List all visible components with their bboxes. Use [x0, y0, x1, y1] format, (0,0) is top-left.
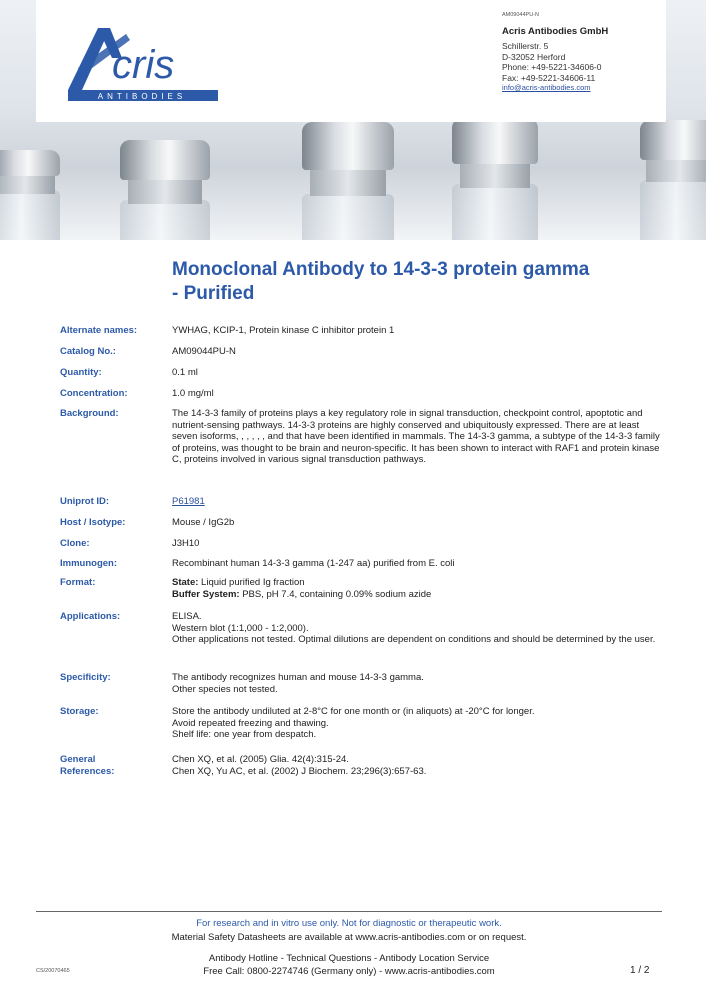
storage-line: Shelf life: one year from despatch.: [172, 729, 317, 741]
research-notice: For research and in vitro use only. Not for diagnostic or therapeutic work.: [196, 918, 502, 929]
field-label: Format:: [60, 577, 96, 588]
uniprot-link[interactable]: P61981: [172, 496, 205, 507]
field-label: Host / Isotype:: [60, 517, 126, 528]
field-label: General: [60, 754, 96, 765]
specificity-line: Other species not tested.: [172, 683, 278, 695]
msds-notice: Material Safety Datasheets are available at www.acris-antibodies.com or on request.: [171, 932, 527, 943]
application-line: Western blot (1:1,000 - 1:2,000).: [172, 622, 309, 634]
address-line: D-32052 Herford: [502, 51, 566, 62]
fax-line: Fax: +49-5221-34606-11: [502, 72, 596, 83]
acris-logo: [60, 20, 220, 105]
field-label: Immunogen:: [60, 558, 117, 569]
company-name: Acris Antibodies GmbH: [502, 25, 609, 37]
freecall-text: Free Call: 0800-2274746 (Germany only) - www.acris-antibodies.com: [203, 966, 495, 977]
reference-line: Chen XQ, Yu AC, et al. (2002) J Biochem. 23;296(3):657-63.: [172, 765, 427, 777]
doc-code-top: AM09044PU-N: [502, 12, 539, 18]
hotline-text: Antibody Hotline - Technical Questions - Antibody Location Service: [208, 953, 490, 964]
svg-text:cris: cris: [112, 43, 175, 87]
doc-code-footer: CS/20070465: [36, 968, 70, 974]
field-label: Alternate names:: [60, 325, 138, 336]
field-label: Concentration:: [60, 388, 128, 399]
state-label: State:: [172, 577, 199, 588]
field-value: The 14-3-3 family of proteins plays a key regulatory role in signal transduction, checkpoint control, apoptotic and nutrient-sensing pathways. 14-3-3 proteins are highly conserved and ubiquitously expressed. There are at least seven isoforms, , , , , , and that have been identified in mammals. The 14-3-3 gamma, a subtype of the 14-3-3 family of proteins, was thought to be brain and neuron-specific. It has been shown to interact with RAF1 and protein kinase C, proteins involved in various signal transduction pathways.: [172, 408, 660, 466]
field-value: AM09044PU-N: [172, 346, 236, 357]
field-value: J3H10: [172, 538, 200, 549]
page-number: 1 / 2: [630, 965, 650, 976]
field-label: Background:: [60, 408, 119, 419]
storage-line: Avoid repeated freezing and thawing.: [172, 717, 329, 729]
company-info: [502, 10, 682, 94]
field-value: 0.1 ml: [172, 367, 198, 378]
field-label: Applications:: [60, 611, 121, 622]
application-line: ELISA.: [172, 611, 202, 622]
field-value: YWHAG, KCIP-1, Protein kinase C inhibitor protein 1: [172, 325, 395, 336]
svg-text:ANTIBODIES: ANTIBODIES: [97, 92, 187, 101]
field-label: Catalog No.:: [60, 346, 116, 357]
field-value: Recombinant human 14-3-3 gamma (1-247 aa) purified from E. coli: [172, 558, 455, 569]
footer-divider: [36, 911, 662, 912]
page-title: Monoclonal Antibody to 14-3-3 protein gamma - Purified: [172, 259, 590, 304]
buffer-label: Buffer System:: [172, 588, 240, 600]
address-line: Schillerstr. 5: [502, 41, 549, 51]
state-value: Liquid purified Ig fraction: [201, 577, 305, 588]
field-value: 1.0 mg/ml: [172, 388, 214, 399]
buffer-value: PBS, pH 7.4, containing 0.09% sodium azide: [242, 588, 432, 600]
field-label: Specificity:: [60, 672, 111, 683]
phone-line: Phone: +49-5221-34606-0: [502, 62, 602, 72]
storage-line: Store the antibody undiluted at 2-8°C for one month or (in aliquots) at -20°C for longer.: [172, 706, 535, 717]
field-label: Uniprot ID:: [60, 496, 110, 507]
reference-line: Chen XQ, et al. (2005) Glia. 42(4):315-24.: [172, 754, 349, 765]
field-label: Clone:: [60, 538, 90, 549]
field-label: Quantity:: [60, 367, 102, 378]
field-label: References:: [60, 765, 115, 777]
field-value: Mouse / IgG2b: [172, 517, 235, 528]
field-label: Storage:: [60, 706, 99, 717]
application-line: Other applications not tested. Optimal dilutions are dependent on conditions and should be determined by the user.: [172, 634, 656, 646]
specificity-line: The antibody recognizes human and mouse 14-3-3 gamma.: [172, 672, 424, 683]
email-link[interactable]: info@acris-antibodies.com: [502, 83, 591, 92]
